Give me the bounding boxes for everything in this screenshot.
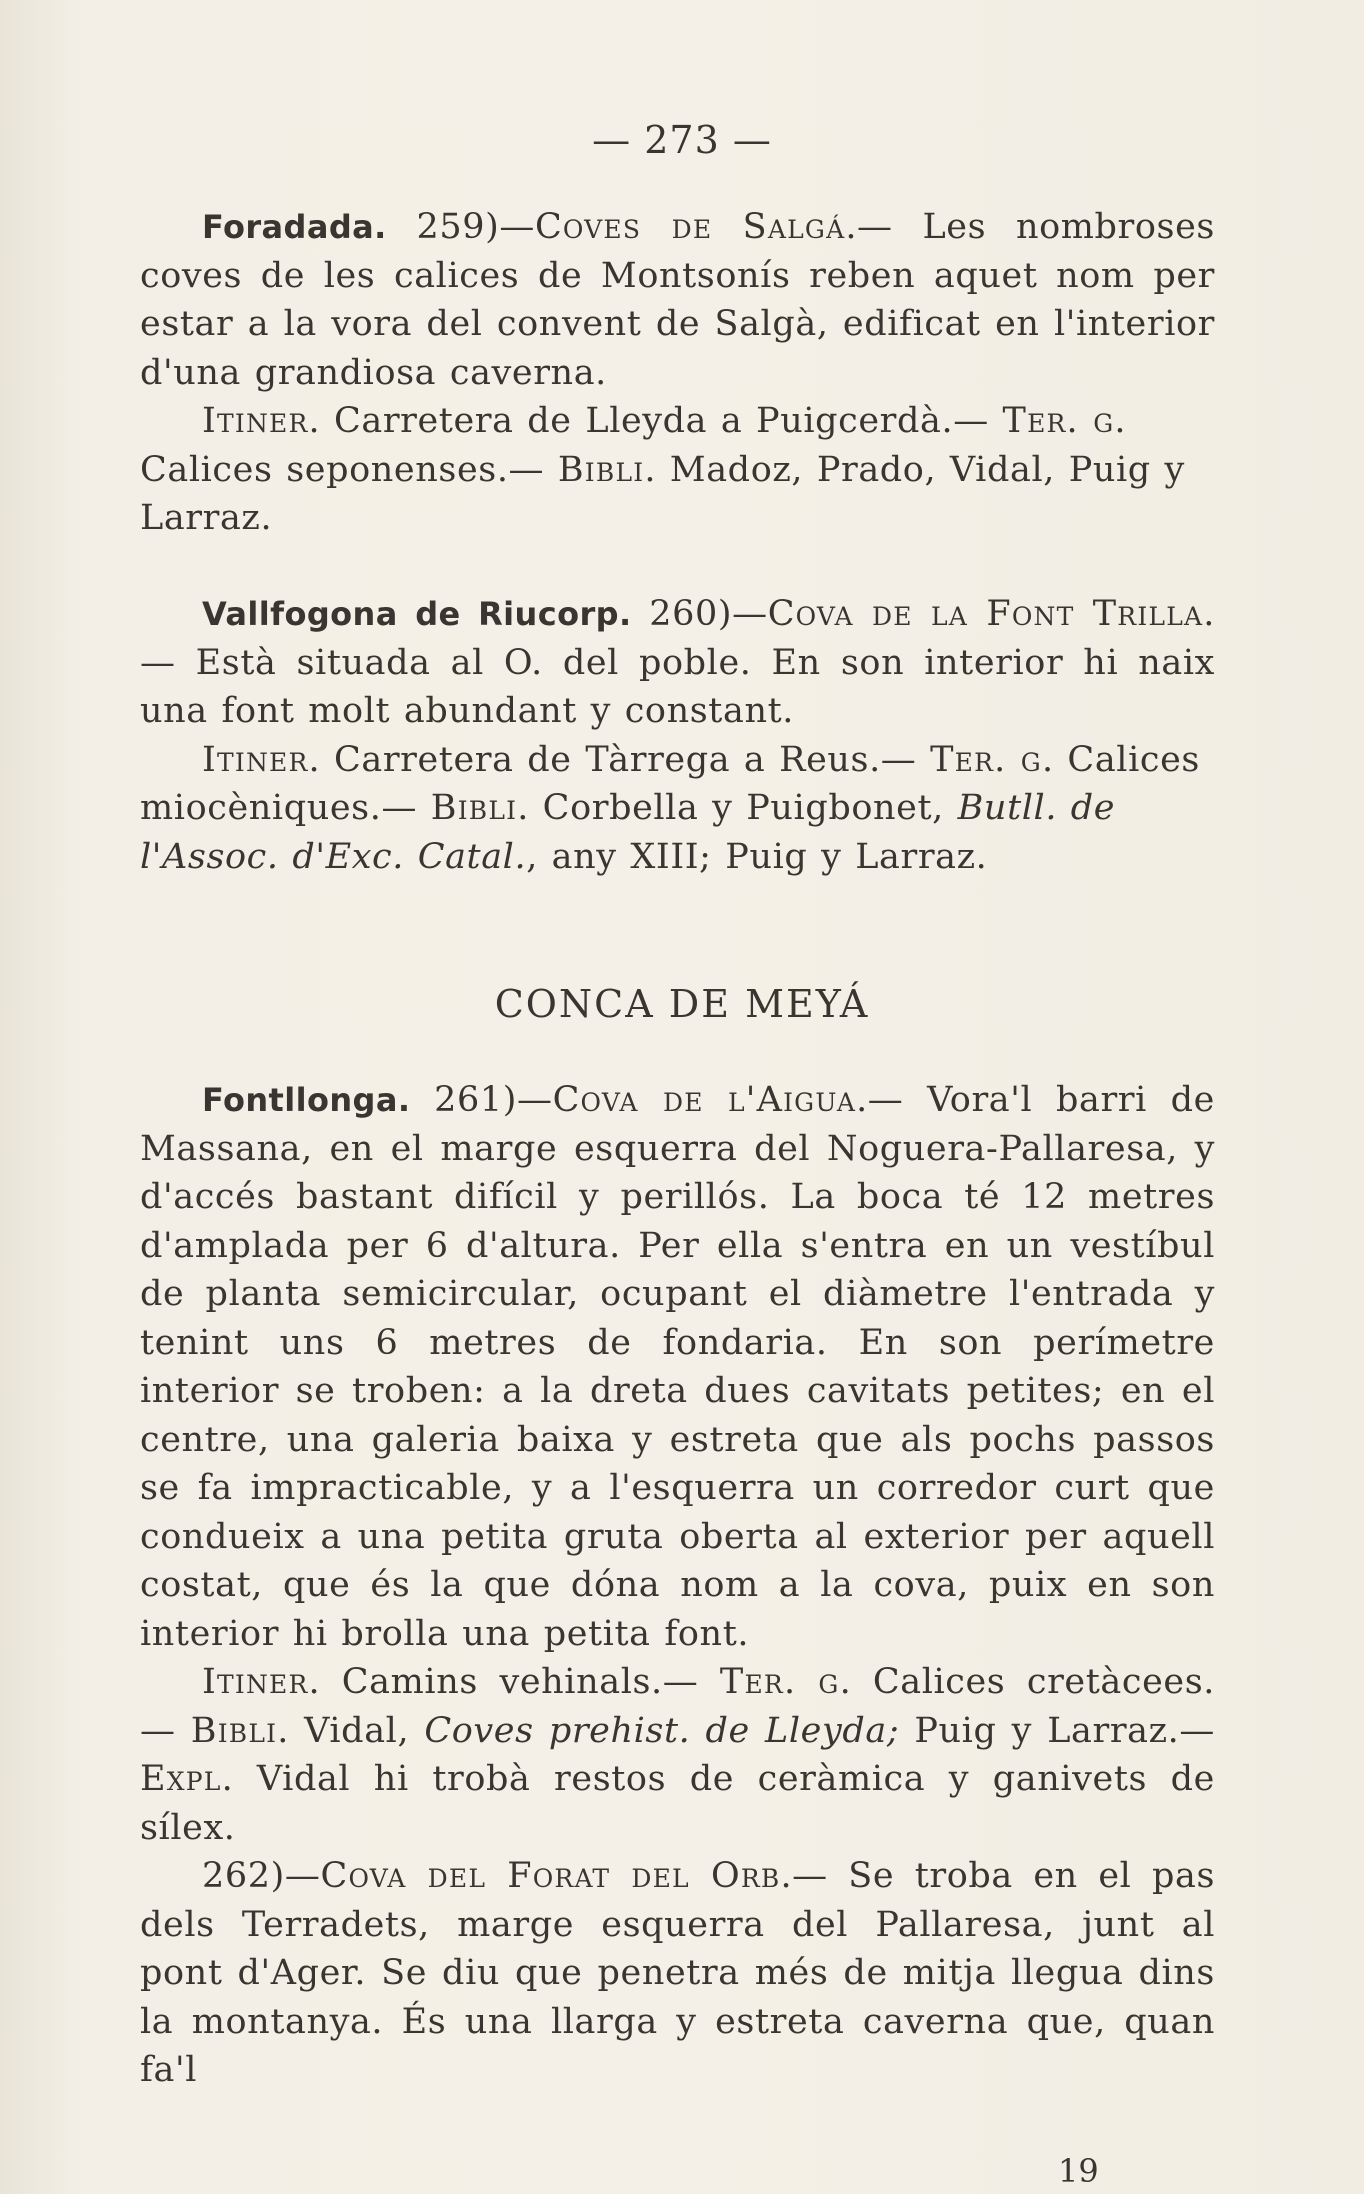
bibli-publication: Coves prehist. de Lleyda; [424, 1710, 900, 1751]
entry-body: .— Les nombroses coves de les calices de Montsonís reben aquet nom per estar a la vora del convent de Salgà, edificat en l'interior d'una grandiosa caverna. [140, 207, 1215, 393]
bibli-label: Bibli [190, 1710, 278, 1751]
entry-number: 261)— [410, 1080, 553, 1120]
reference-paragraph [140, 1658, 1215, 1852]
entry-260 [140, 590, 1215, 881]
cave-name: Cova de l'Aigua [552, 1080, 857, 1120]
itiner-text: . Carretera de Lleyda a Puigcerdà.— [308, 401, 1003, 441]
expl-text: . Vidal hi trobà restos de ceràmica y ganivets de sílex. [140, 1759, 1215, 1848]
ter-label: Ter. g [1002, 401, 1115, 441]
section-heading: CONCA DE MEYÁ [494, 982, 870, 1026]
entry-262 [140, 1852, 1215, 2095]
entry-body: .— Està situada al O. del poble. En son interior hi naix una font molt abundant y constant. [140, 594, 1215, 731]
expl-label: Expl [140, 1759, 222, 1799]
bibli-text: . Corbella y Puigbonet, [517, 788, 958, 828]
entry-paragraph [140, 1076, 1215, 1658]
cave-name: Coves de Salgá [534, 207, 846, 247]
ter-text: . Calices seponenses.— [140, 401, 1127, 490]
itiner-label: Itiner [202, 401, 309, 441]
ter-label: Ter. g [719, 1662, 840, 1702]
itiner-text: . Carretera de Tàrrega a Reus.— [308, 739, 931, 780]
bibli-text-end: , any XIII; Puig y Larraz. [526, 836, 988, 877]
place-name: Vallfogona de Riucorp. [202, 595, 632, 633]
bibli-label: Bibli [430, 788, 518, 828]
cave-name: Cova del Forat del Orb [320, 1856, 781, 1896]
ter-label: Ter. g [930, 739, 1042, 780]
entry-number: 262)— [202, 1856, 321, 1896]
itiner-label: Itiner [202, 739, 309, 780]
entry-paragraph [140, 590, 1215, 736]
ter-text: . Calices miocèniques.— [140, 739, 1200, 828]
page-number: — 273 — [592, 118, 772, 162]
signature-mark: 19 [1058, 2152, 1099, 2190]
bibli-text: . Vidal, [277, 1710, 425, 1751]
reference-paragraph [140, 736, 1215, 882]
place-name: Fontllonga. [202, 1081, 411, 1119]
itiner-text: . Camins vehinals.— [308, 1662, 720, 1702]
bibli-text-end: Puig y Larraz.— [899, 1710, 1215, 1751]
entry-number: 259)— [386, 207, 535, 247]
entry-paragraph [140, 203, 1215, 397]
entry-number: 260)— [631, 594, 768, 634]
cave-name: Cova de la Font Trilla [767, 594, 1204, 634]
entry-body: .— Vora'l barri de Massana, en el marge esquerra del Noguera-Pallaresa, y d'accés bastant difícil y perillós. La boca té 12 metres d'amplada per 6 d'altura. Per ella s'entra en un vestíbul de planta semicircular, ocupant el diàmetre l'entrada y tenint uns 6 metres de fondaria. En son perímetre interior se troben: a la dreta dues cavitats petites; en el centre, una galeria baixa y estreta que als pochs passos se fa impracticable, y a l'esquerra un corredor curt que condueix a una petita gruta oberta al exterior per aquell costat, que és la que dóna nom a la cova, puix en son interior hi brolla una petita font. [140, 1080, 1215, 1654]
entry-body: .— Se troba en el pas dels Terradets, marge esquerra del Pallaresa, junt al pont d'Ager. Se diu que penetra més de mitja llegua dins la montanya. És una llarga y estreta caverna que, quan fa'l [140, 1856, 1216, 2090]
bibli-publication: Butll. de l'Assoc. d'Exc. Catal. [140, 788, 1116, 877]
bibli-text: . Madoz, Prado, Vidal, Puig y Larraz. [140, 449, 1185, 538]
ter-text: . Calices cretàcees. — [140, 1662, 1215, 1751]
place-name: Foradada. [202, 208, 387, 246]
reference-paragraph [140, 397, 1215, 543]
bibli-label: Bibli [557, 449, 645, 490]
entry-261 [140, 1076, 1215, 2095]
entry-259 [140, 203, 1215, 543]
itiner-label: Itiner [202, 1662, 309, 1702]
